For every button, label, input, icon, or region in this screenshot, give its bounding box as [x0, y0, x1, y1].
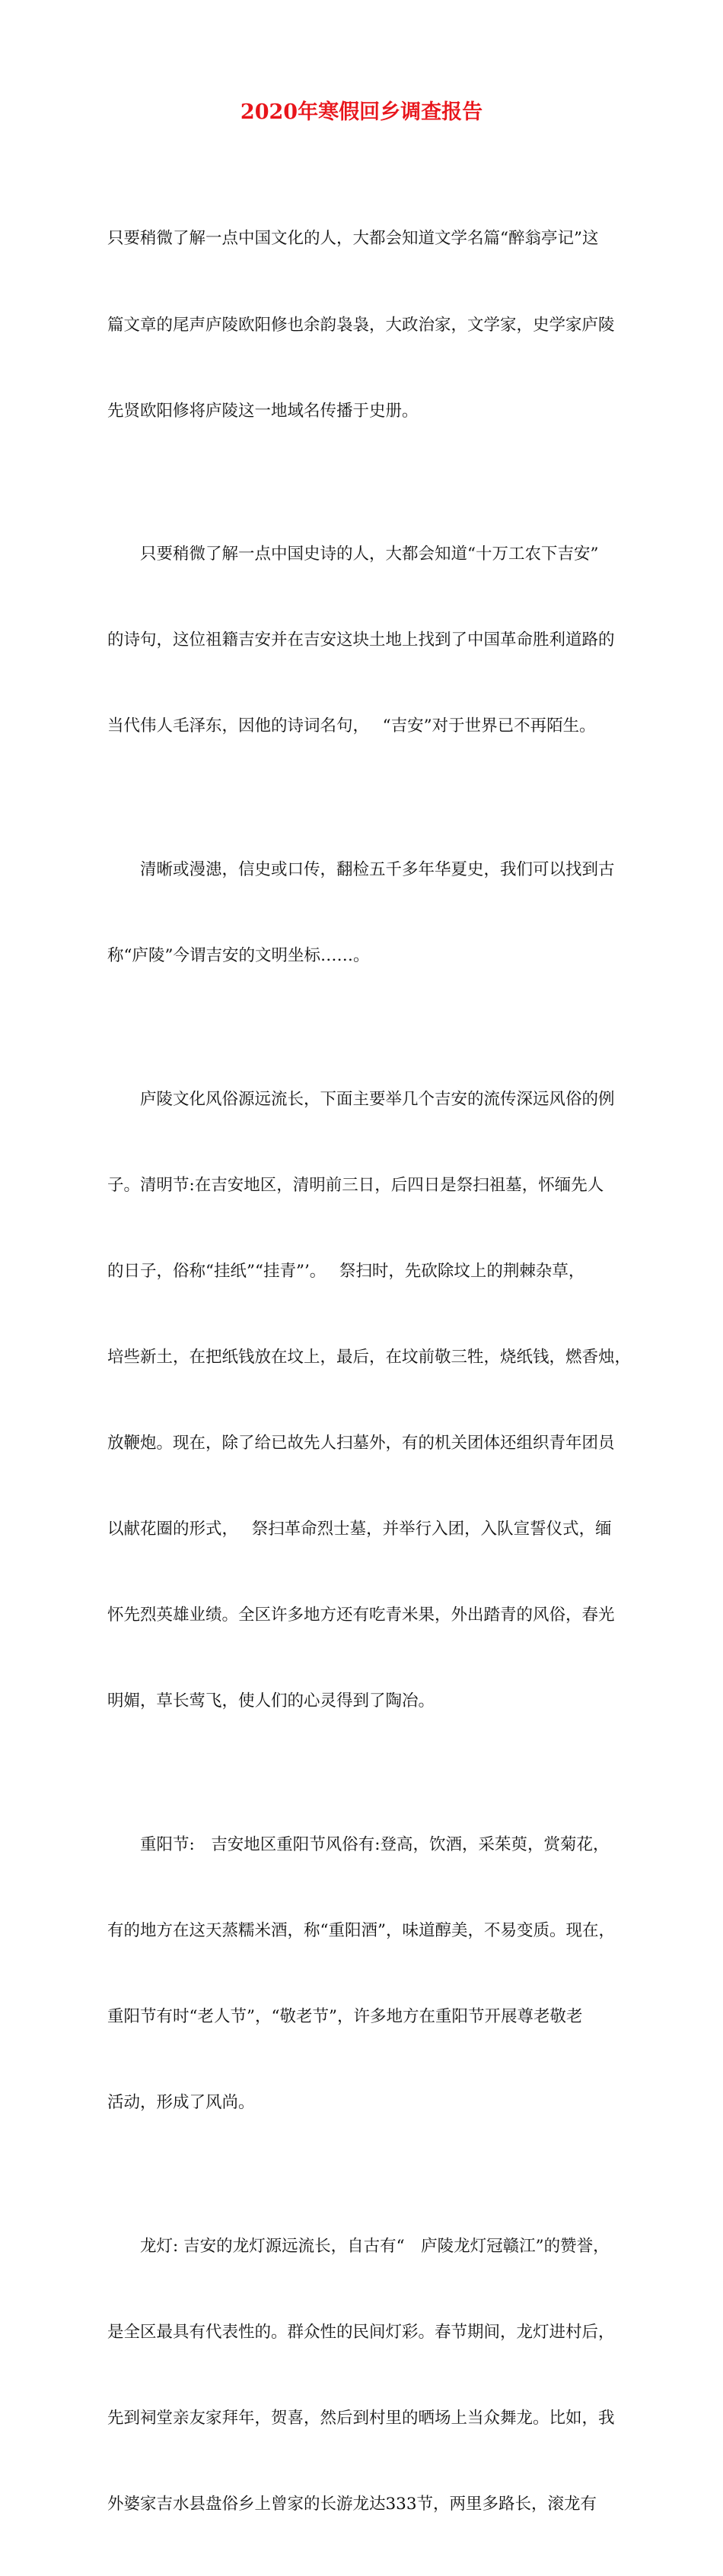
- paragraph-mao-zedong: [107, 483, 632, 799]
- text-line: 篇文章的尾声庐陵欧阳修也余韵袅袅，大政治家，文学家，史学家庐陵: [107, 315, 615, 335]
- text-line: 怀先烈英雄业绩。全区许多地方还有吃青米果，外出踏青的风俗，春光: [107, 1606, 615, 1625]
- text-line: 放鞭炮。现在，除了给已故先人扫墓外，有的机关团体还组织青年团员: [107, 1433, 615, 1453]
- text-line: 先到祠堂亲友家拜年，贺喜，然后到村里的晒场上当众舞龙。比如，我: [107, 2408, 615, 2428]
- text-line: 先贤欧阳修将庐陵这一地域名传播于史册。: [107, 401, 419, 421]
- text-line: 子。清明节:在吉安地区，清明前三日，后四日是祭扫祖墓，怀缅先人: [107, 1175, 604, 1195]
- paragraph-ouyang-xiu: [107, 167, 632, 483]
- text-line: 活动，形成了风尚。: [107, 2093, 255, 2113]
- text-line: 庐陵文化风俗源远流长，下面主要举几个吉安的流传深远风俗的例: [107, 1089, 615, 1109]
- text-line: 的诗句，这位祖籍吉安并在吉安这块土地上找到了中国革命胜利道路的: [107, 631, 615, 650]
- text-line: 培些新土，在把纸钱放在坟上，最后，在坟前敬三牲，烧纸钱，燃香烛，: [107, 1347, 632, 1367]
- paragraph-chongyang: [107, 1773, 632, 2174]
- text-line: 称“庐陵”今谓吉安的文明坐标……。: [107, 945, 370, 965]
- document-title: 2020年寒假回乡调查报告: [240, 100, 483, 124]
- paragraph-dragon-lantern: [107, 2174, 632, 2576]
- text-line: 只要稍微了解一点中国史诗的人，大都会知道“十万工农下吉安”: [107, 545, 599, 564]
- text-line: 以献花圈的形式， 祭扫革命烈士墓，并举行入团，入队宣誓仪式，缅: [107, 1520, 612, 1539]
- text-line: 的日子，俗称“挂纸”“挂青”’。 祭扫时，先砍除坟上的荆棘杂草，: [107, 1261, 585, 1281]
- text-line: 重阳节有时“老人节”，“敬老节”，许多地方在重阳节开展尊老敬老: [107, 2007, 583, 2026]
- paragraph-qingming: [107, 1028, 632, 1773]
- text-line: 重阳节: 吉安地区重阳节风俗有:登高，饮酒，采茱萸，赏菊花，: [107, 1834, 610, 1854]
- text-line: 明媚，草长莺飞，使人们的心灵得到了陶冶。: [107, 1691, 435, 1711]
- paragraph-history: [107, 798, 632, 1028]
- document-body: [107, 167, 632, 2576]
- text-line: 只要稍微了解一点中国文化的人，大都会知道文学名篇“醉翁亭记”这: [107, 229, 599, 249]
- text-line: 外婆家吉水县盘俗乡上曾家的长游龙达333节，两里多路长，滚龙有: [107, 2494, 597, 2514]
- text-line: 当代伟人毛泽东，因他的诗词名句， “吉安”对于世界已不再陌生。: [107, 716, 596, 736]
- text-line: 是全区最具有代表性的。群众性的民间灯彩。春节期间，龙灯进村后，: [107, 2322, 615, 2342]
- text-line: 清晰或漫漶，信史或口传，翻检五千多年华夏史，我们可以找到古: [107, 859, 615, 879]
- text-line: 龙灯: 吉安的龙灯源远流长，自古有“ 庐陵龙灯冠赣江”的赞誉，: [107, 2236, 610, 2256]
- text-line: 有的地方在这天蒸糯米酒，称“重阳酒”，味道醇美，不易变质。现在，: [107, 1920, 615, 1940]
